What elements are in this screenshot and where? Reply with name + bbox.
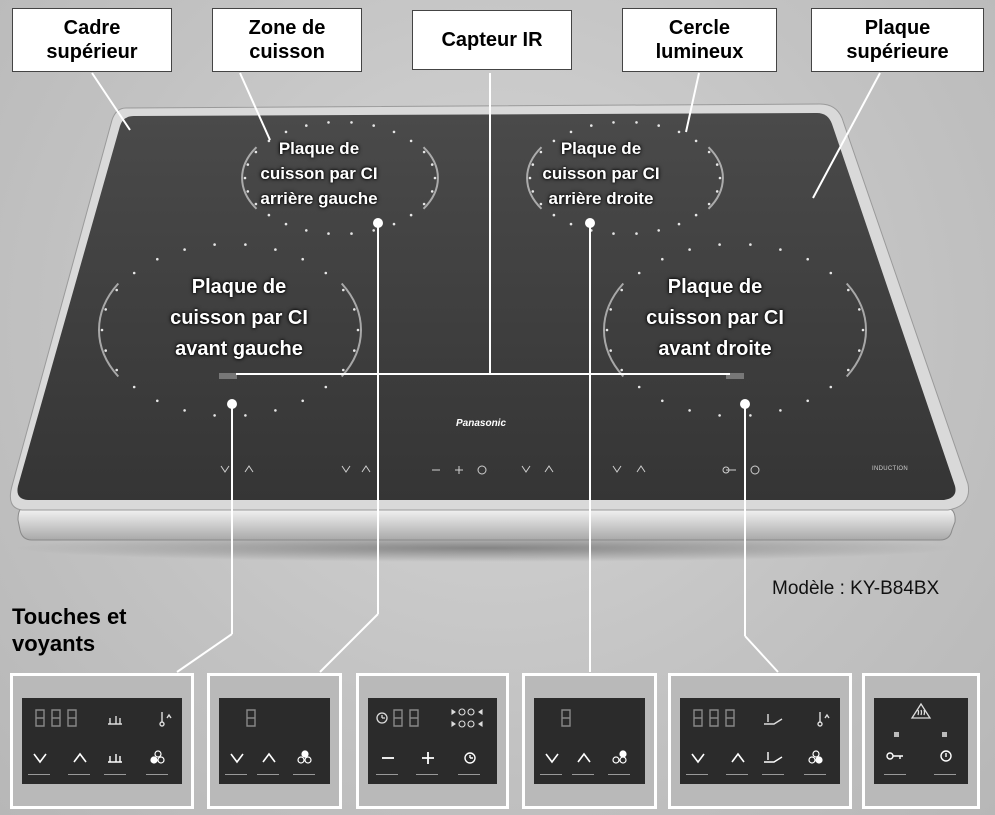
up-key[interactable] xyxy=(578,754,590,762)
zone-label-front-right: Plaque de cuisson par CI avant droite xyxy=(646,276,784,360)
panel-rear-right xyxy=(522,673,657,809)
callout-ir-sensor xyxy=(412,10,572,70)
lock-key[interactable] xyxy=(887,753,903,759)
panel-front-right xyxy=(668,673,852,809)
zone-select-key[interactable] xyxy=(809,751,822,763)
seven-seg-display-88 xyxy=(394,710,418,726)
down-key[interactable] xyxy=(546,754,558,762)
ir-sensor-left xyxy=(219,373,237,379)
up-key[interactable] xyxy=(732,754,744,762)
down-key[interactable] xyxy=(231,754,243,762)
keys-title: Touches et voyants xyxy=(12,604,127,656)
callout-light-ring-text: Cercle lumineux xyxy=(655,17,744,63)
induction-mark: INDUCTION xyxy=(872,466,909,472)
panel-timer xyxy=(356,673,509,809)
zone-label-front-left: Plaque de cuisson par CI avant gauche xyxy=(170,276,308,360)
key-dots xyxy=(884,774,956,775)
callout-cooking-zone-text: Zone de cuisson xyxy=(248,17,326,63)
grill-pot-key[interactable] xyxy=(108,754,122,762)
key-dots xyxy=(225,774,315,775)
hot-surface-warning-icon xyxy=(912,704,930,718)
front-rim xyxy=(18,508,955,540)
zone-indicator-icon xyxy=(452,709,482,727)
timer-key[interactable] xyxy=(465,753,475,763)
zone-select-key[interactable] xyxy=(298,751,311,763)
zone-select-key[interactable] xyxy=(613,751,626,763)
key-dots xyxy=(686,774,826,775)
panel-lock-power xyxy=(862,673,980,809)
key-dots xyxy=(376,774,480,775)
zone-select-key[interactable] xyxy=(151,751,164,763)
up-key[interactable] xyxy=(74,754,86,762)
callout-top-frame-text: Cadre supérieur xyxy=(46,17,138,63)
key-dots xyxy=(540,774,630,775)
frying-pan-key[interactable] xyxy=(764,752,782,762)
power-indicator-led xyxy=(942,732,947,737)
down-key[interactable] xyxy=(34,754,46,762)
timer-icon xyxy=(377,713,387,723)
temperature-up-icon xyxy=(818,712,829,726)
key-dots xyxy=(28,774,168,775)
callout-top-plate xyxy=(811,8,984,72)
lock-indicator-led xyxy=(894,732,899,737)
zone-label-rear-right: Plaque de cuisson par CI arrière droite xyxy=(542,139,660,208)
seven-seg-display-888 xyxy=(36,710,76,726)
callout-top-frame xyxy=(12,8,172,72)
seven-seg-display-888 xyxy=(694,710,734,726)
brand-logo: Panasonic xyxy=(456,418,507,429)
model-number: Modèle : KY-B84BX xyxy=(772,578,940,599)
power-key[interactable] xyxy=(941,751,951,761)
seven-seg-display-8 xyxy=(562,710,570,726)
callout-cooking-zone xyxy=(212,8,362,72)
panel-rear-left xyxy=(207,673,342,809)
seven-seg-display-8 xyxy=(247,710,255,726)
down-key[interactable] xyxy=(692,754,704,762)
callout-top-plate-text: Plaque supérieure xyxy=(846,17,949,63)
up-key[interactable] xyxy=(263,754,275,762)
zone-label-rear-left: Plaque de cuisson par CI arrière gauche xyxy=(260,139,378,208)
callout-light-ring xyxy=(622,8,777,72)
temperature-up-icon xyxy=(160,712,171,726)
callout-ir-sensor-text: Capteur IR xyxy=(441,29,543,51)
frying-pan-icon xyxy=(764,714,782,724)
grill-pot-icon xyxy=(108,716,122,724)
plus-key[interactable] xyxy=(422,752,434,764)
panel-front-left xyxy=(10,673,194,809)
